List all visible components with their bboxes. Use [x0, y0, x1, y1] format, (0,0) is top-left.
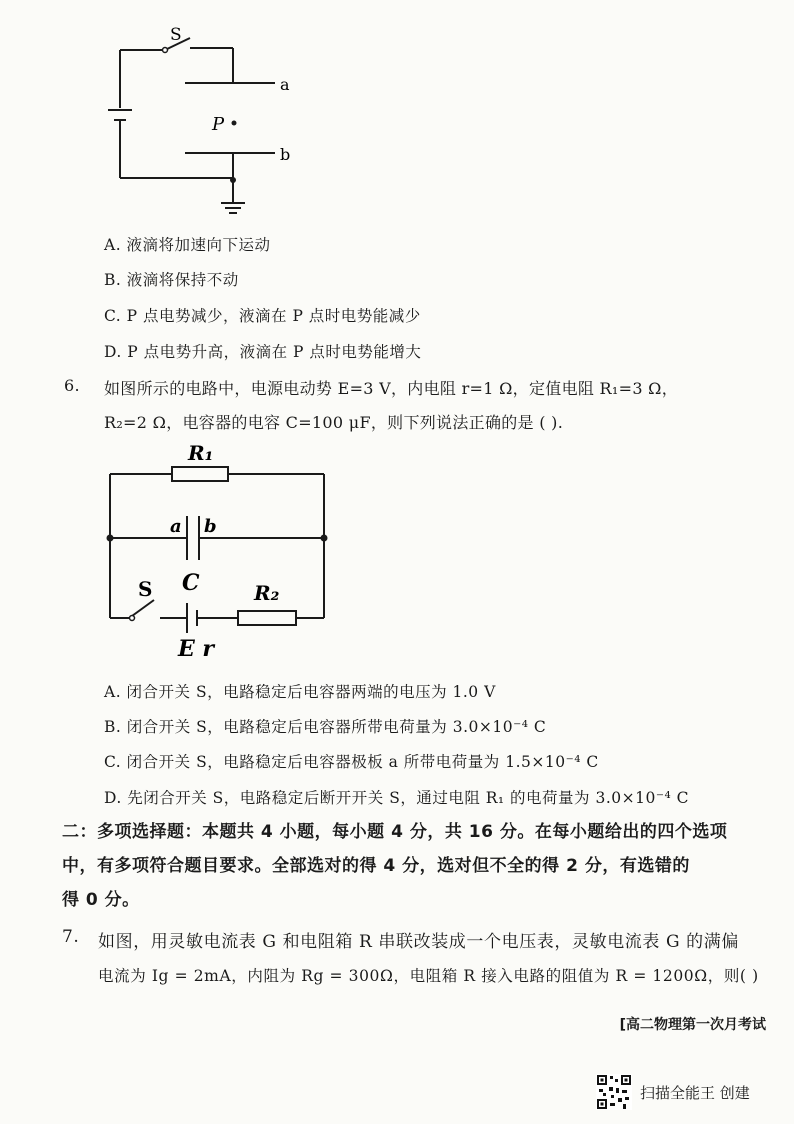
q5-option-a: A. 液滴将加速向下运动 [104, 236, 271, 254]
q6-option-a: A. 闭合开关 S，电路稳定后电容器两端的电压为 1.0 V [104, 683, 496, 701]
plate-b-label: b [280, 145, 291, 164]
q7-number: 7. [62, 927, 80, 947]
battery-er-label: E r [178, 636, 215, 662]
point-p-label: P [212, 114, 225, 135]
q7-stem-line2: 电流为 Ig = 2mA，内阻为 Rg = 300Ω，电阻箱 R 接入电路的阻值为 R = 1200Ω，则( ) [98, 967, 759, 985]
circuit-figure-2 [96, 436, 346, 666]
qr-code-icon [596, 1074, 632, 1110]
q6-option-d: D. 先闭合开关 S，电路稳定后断开开关 S，通过电阻 R₁ 的电荷量为 3.0×10⁻⁴ C [104, 789, 690, 807]
q5-option-b: B. 液滴将保持不动 [104, 271, 239, 289]
cap-b-label: b [204, 516, 217, 537]
r1-label: R₁ [188, 441, 214, 465]
switch-s-label: S [170, 25, 182, 45]
q7-stem-line1: 7. 如图，用灵敏电流表 G 和电阻箱 R 串联改装成一个电压表，灵敏电流表 G 的满偏 [62, 927, 739, 952]
q6-number: 6. [64, 376, 80, 395]
r2-label: R₂ [254, 581, 280, 605]
plate-a-label: a [280, 75, 290, 94]
circuit-figure-1 [90, 20, 330, 225]
scanner-watermark [596, 1074, 750, 1110]
q6-option-b: B. 闭合开关 S，电路稳定后电容器所带电荷量为 3.0×10⁻⁴ C [104, 718, 547, 736]
section2-line1: 二：多项选择题：本题共 4 小题，每小题 4 分，共 16 分。在每小题给出的四个选项 [62, 822, 728, 842]
scanner-text: 扫描全能王 创建 [640, 1083, 750, 1102]
section2-line3: 得 0 分。 [62, 890, 140, 910]
switch-s-label: S [138, 577, 153, 601]
capacitor-c-label: C [182, 570, 200, 596]
cap-a-label: a [170, 516, 182, 537]
section2-line2: 中，有多项符合题目要求。全部选对的得 4 分，选对但不全的得 2 分，有选错的 [62, 856, 690, 876]
q6-option-c: C. 闭合开关 S，电路稳定后电容器极板 a 所带电荷量为 1.5×10⁻⁴ C [104, 753, 599, 771]
q5-option-d: D. P 点电势升高，液滴在 P 点时电势能增大 [104, 343, 422, 361]
q6-stem-line1: 6. 如图所示的电路中，电源电动势 E=3 V，内电阻 r=1 Ω，定值电阻 R₁=3 Ω， [64, 376, 679, 398]
q5-option-c: C. P 点电势减少，液滴在 P 点时电势能减少 [104, 307, 421, 325]
page-footer: [高二物理第一次月考试 [619, 1017, 766, 1033]
q6-stem-line2: R₂=2 Ω，电容器的电容 C=100 μF，则下列说法正确的是 ( ). [104, 413, 564, 432]
